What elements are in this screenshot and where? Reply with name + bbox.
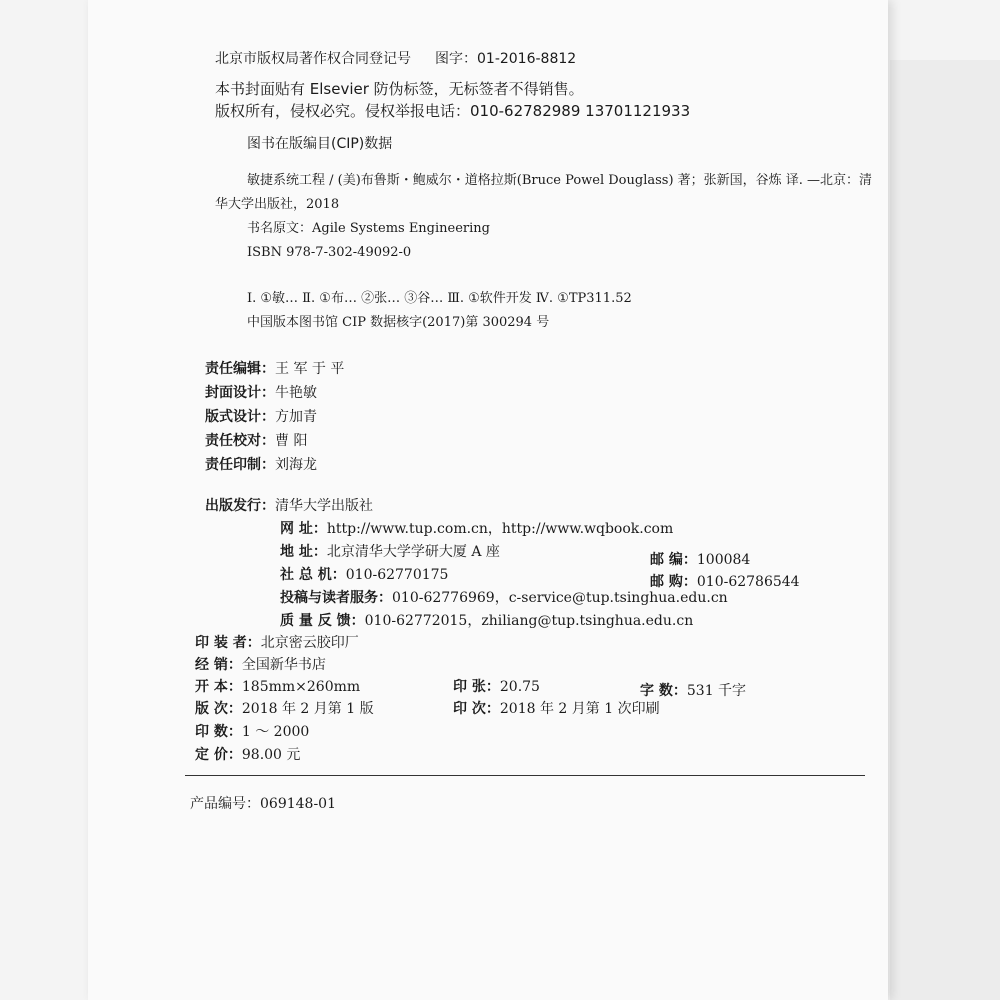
publisher-submit-row bbox=[280, 589, 728, 607]
web-label: 网 址： bbox=[280, 521, 327, 537]
quality-value: 010-62772015，zhiliang@tup.tsinghua.edu.cn bbox=[364, 613, 694, 629]
adjacent-page bbox=[890, 60, 1000, 1000]
price-value: 98.00 元 bbox=[241, 747, 301, 763]
credit-value: 牛艳敏 bbox=[275, 385, 317, 401]
credit-proofreader bbox=[205, 432, 307, 450]
distributor-label: 经 销： bbox=[195, 657, 242, 673]
credit-value: 王 军 于 平 bbox=[275, 361, 345, 377]
publisher-address-row bbox=[280, 543, 500, 561]
publisher-row bbox=[205, 497, 373, 515]
printing-value: 2018 年 2 月第 1 次印刷 bbox=[499, 701, 660, 717]
size-label: 开 本： bbox=[195, 679, 242, 695]
zip-label: 邮 编： bbox=[650, 552, 697, 568]
credit-label: 封面设计： bbox=[205, 385, 275, 401]
spec-printing-row bbox=[453, 700, 660, 718]
divider-line bbox=[185, 775, 865, 776]
credit-label: 责任校对： bbox=[205, 433, 275, 449]
credit-value: 刘海龙 bbox=[275, 457, 317, 473]
spec-count-row bbox=[195, 723, 309, 741]
cip-heading: 图书在版编目(CIP)数据 bbox=[247, 136, 393, 152]
submission-value: 010-62776969，c-service@tup.tsinghua.edu.cn bbox=[392, 590, 728, 606]
cip-line-4: ISBN 978-7-302-49092-0 bbox=[247, 245, 412, 260]
zip-value: 100084 bbox=[696, 552, 751, 568]
credit-cover-design bbox=[205, 384, 317, 402]
spec-distributor-row bbox=[195, 656, 326, 674]
copyright-reg-label: 北京市版权局著作权合同登记号 bbox=[215, 51, 411, 67]
address-label: 地 址： bbox=[280, 544, 327, 560]
edition-label: 版 次： bbox=[195, 701, 242, 717]
size-value: 185mm×260mm bbox=[241, 679, 361, 695]
cip-line-1: 敏捷系统工程 / (美)布鲁斯・鲍威尔・道格拉斯(Bruce Powel Douglass) 著；张新国，谷炼 译. —北京：清 bbox=[247, 173, 873, 188]
copyright-page-content bbox=[185, 0, 885, 1000]
cip-line-6: 中国版本图书馆 CIP 数据核字(2017)第 300294 号 bbox=[247, 315, 550, 330]
printer-label: 印 装 者： bbox=[195, 635, 261, 651]
credit-layout-design bbox=[205, 408, 317, 426]
credit-value: 曹 阳 bbox=[275, 433, 308, 449]
publisher-web-row bbox=[280, 520, 673, 538]
sheets-label: 印 张： bbox=[453, 679, 500, 695]
cip-line-2: 华大学出版社，2018 bbox=[215, 197, 340, 212]
elsevier-notice: 本书封面贴有 Elsevier 防伪标签，无标签者不得销售。 bbox=[215, 80, 584, 98]
printer-value: 北京密云胶印厂 bbox=[260, 635, 359, 651]
credit-label: 责任编辑： bbox=[205, 361, 275, 377]
phone-value: 010-62770175 bbox=[345, 567, 449, 583]
mail-order-label: 邮 购： bbox=[650, 574, 697, 590]
submission-label: 投稿与读者服务： bbox=[280, 590, 392, 606]
spec-price-row bbox=[195, 746, 300, 764]
address-value: 北京清华大学学研大厦 A 座 bbox=[326, 544, 500, 560]
distributor-value: 全国新华书店 bbox=[241, 657, 326, 673]
printing-label: 印 次： bbox=[453, 701, 500, 717]
rights-notice: 版权所有，侵权必究。侵权举报电话：010-62782989 13701121933 bbox=[215, 102, 691, 120]
price-label: 定 价： bbox=[195, 747, 242, 763]
spec-words-row bbox=[640, 682, 746, 700]
quality-label: 质 量 反 馈： bbox=[280, 613, 365, 629]
credit-printing bbox=[205, 456, 317, 474]
publisher-name: 清华大学出版社 bbox=[275, 498, 373, 514]
credit-value: 方加青 bbox=[275, 409, 317, 425]
publisher-zip-row bbox=[650, 551, 750, 569]
edition-value: 2018 年 2 月第 1 版 bbox=[241, 701, 374, 717]
phone-label: 社 总 机： bbox=[280, 567, 346, 583]
credit-label: 版式设计： bbox=[205, 409, 275, 425]
spec-sheets-row bbox=[453, 678, 540, 696]
words-value: 531 千字 bbox=[686, 683, 747, 699]
sheets-value: 20.75 bbox=[499, 679, 540, 695]
print-count-label: 印 数： bbox=[195, 724, 242, 740]
credit-editor bbox=[205, 360, 344, 378]
publisher-phone-row bbox=[280, 566, 448, 584]
publisher-label: 出版发行： bbox=[205, 498, 275, 514]
words-label: 字 数： bbox=[640, 683, 687, 699]
web-value: http://www.tup.com.cn，http://www.wqbook.com bbox=[326, 521, 674, 537]
mail-order-value: 010-62786544 bbox=[696, 574, 800, 590]
cip-line-5: Ⅰ. ①敏… Ⅱ. ①布… ②张… ③谷… Ⅲ. ①软件开发 Ⅳ. ①TP311.52 bbox=[247, 291, 632, 306]
spec-edition-row bbox=[195, 700, 374, 718]
product-number: 产品编号：069148-01 bbox=[190, 796, 336, 812]
print-count-value: 1 ～ 2000 bbox=[241, 724, 310, 740]
spec-printer-row bbox=[195, 634, 359, 652]
cip-line-3: 书名原文：Agile Systems Engineering bbox=[247, 221, 490, 236]
publisher-quality-row bbox=[280, 612, 693, 630]
copyright-reg-number: 图字：01-2016-8812 bbox=[435, 51, 577, 67]
spec-size-row bbox=[195, 678, 360, 696]
credit-label: 责任印制： bbox=[205, 457, 275, 473]
